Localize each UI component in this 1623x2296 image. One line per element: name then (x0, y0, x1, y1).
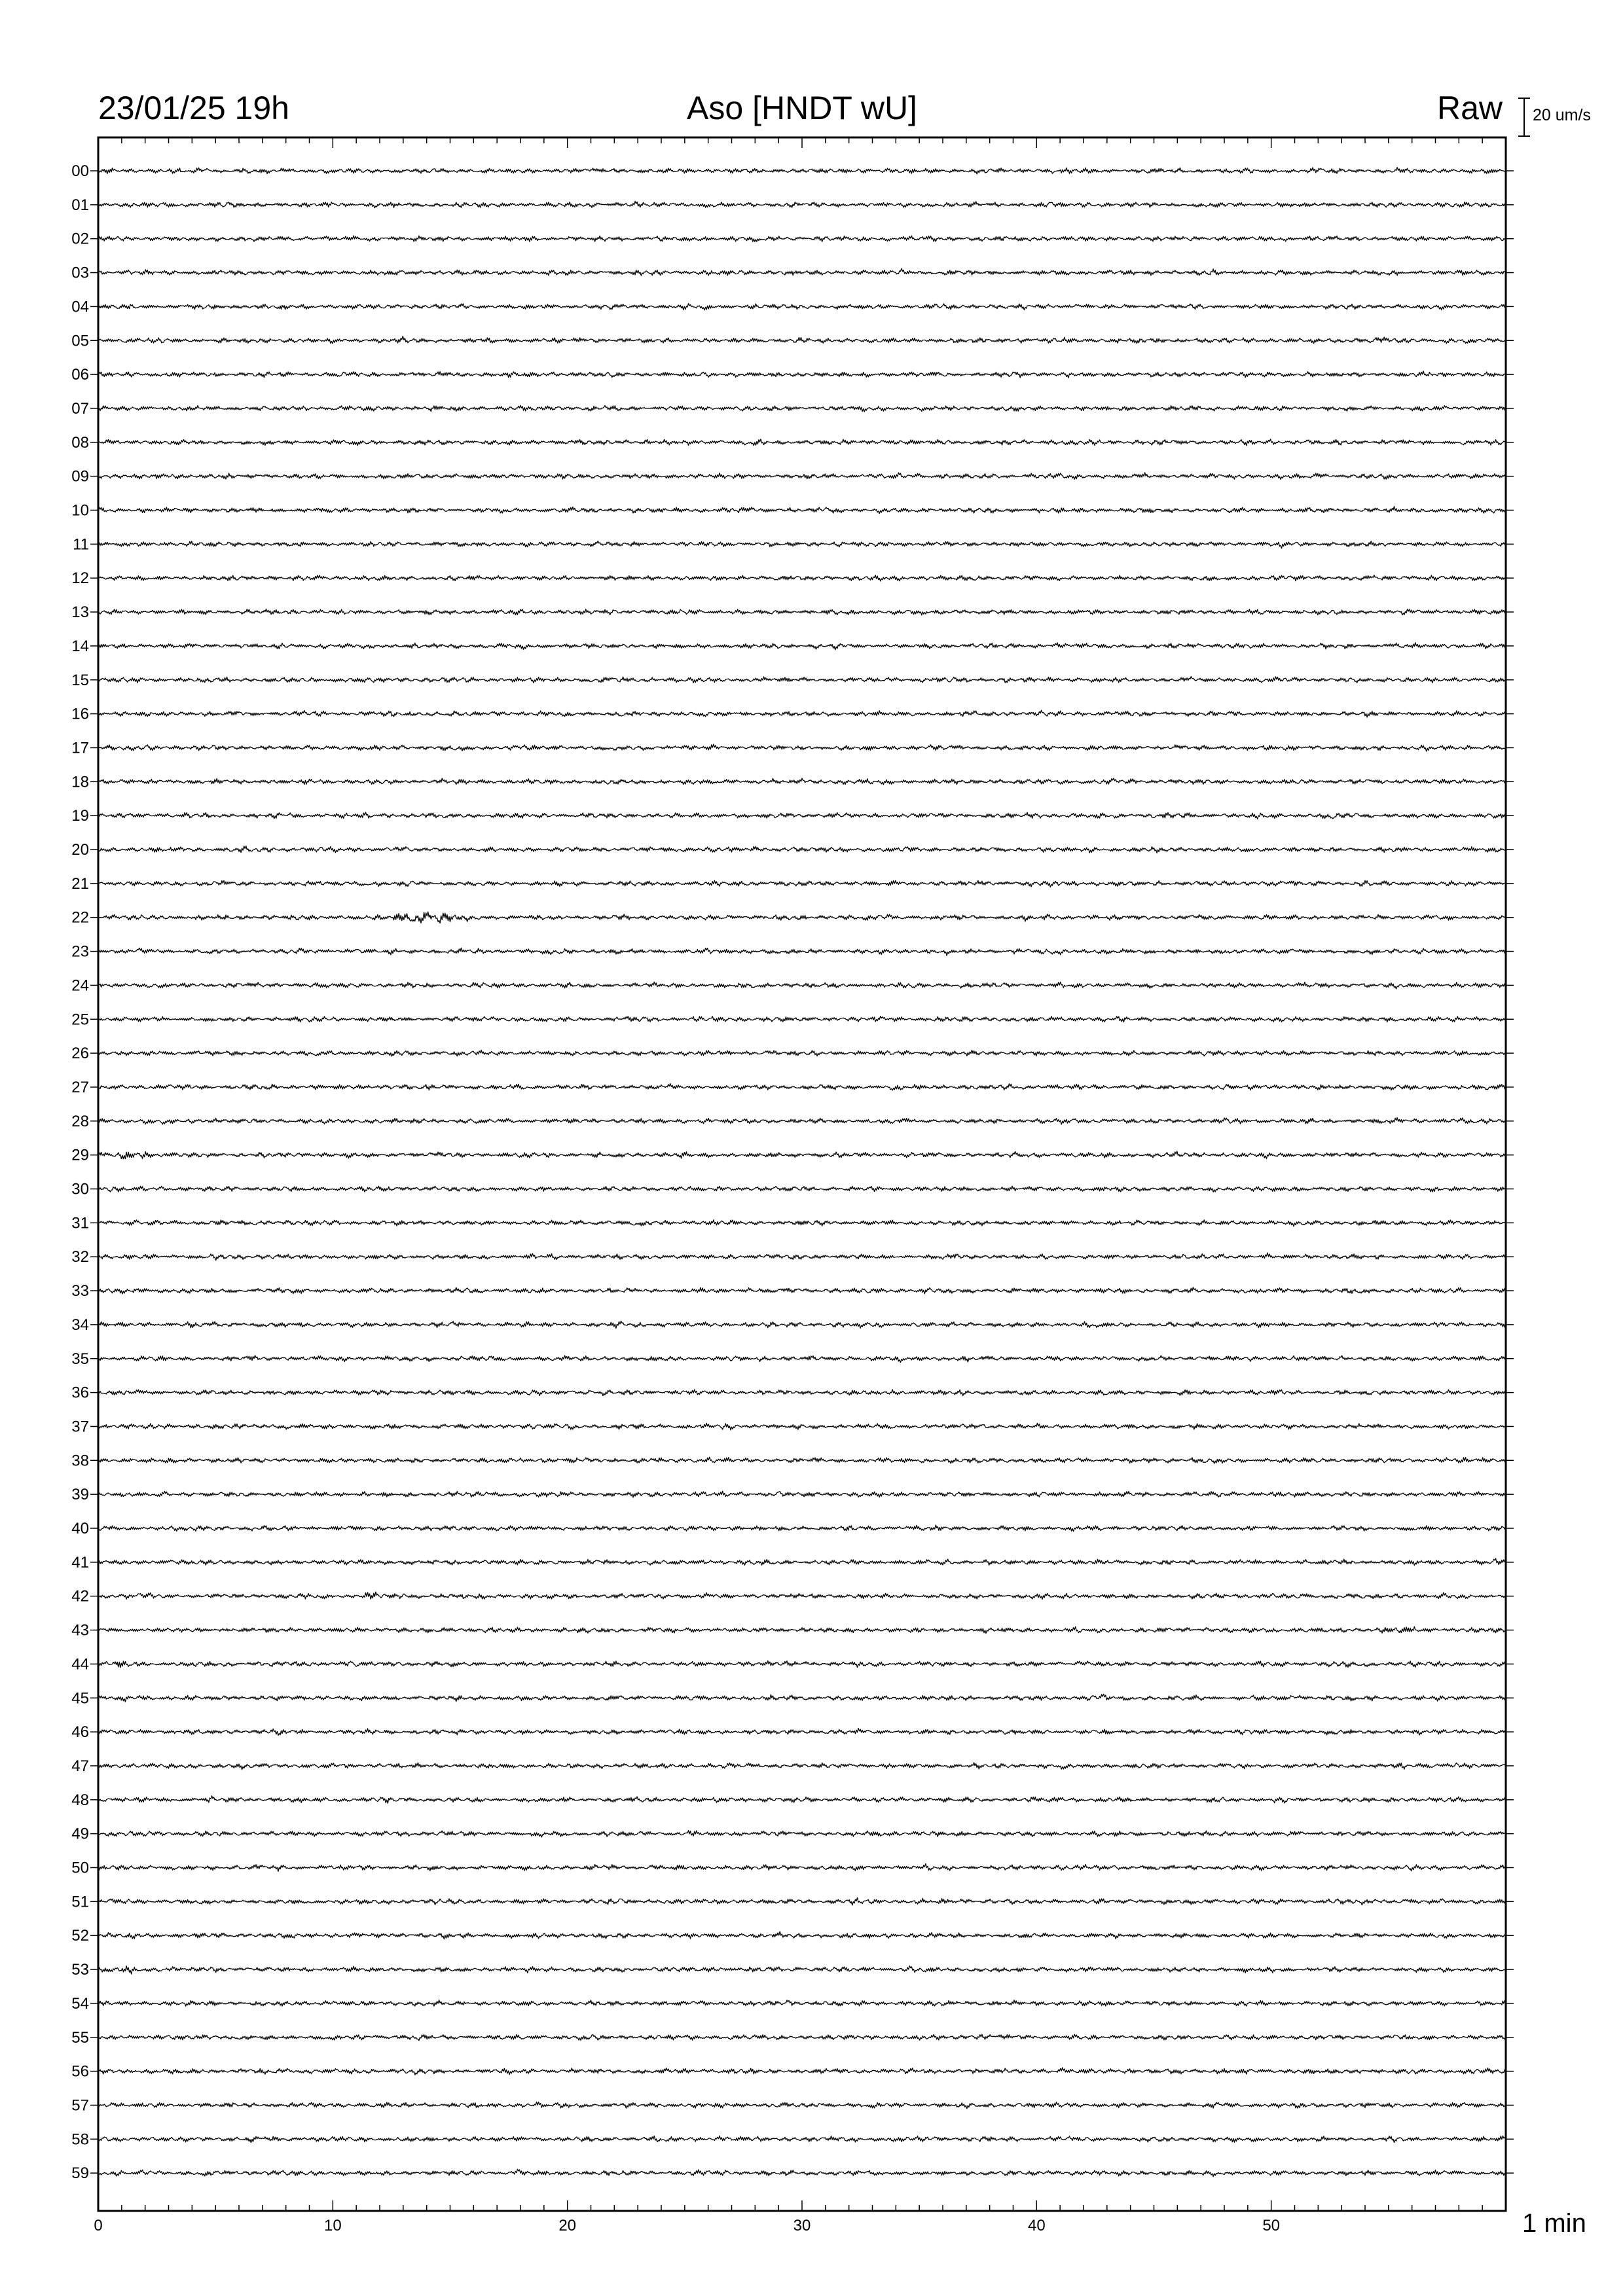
trace-line (98, 1355, 1506, 1363)
trace-line (98, 778, 1506, 785)
trace-line (98, 1253, 1506, 1261)
row-label: 03 (71, 264, 89, 282)
trace-line (98, 268, 1506, 276)
row-label: 15 (71, 671, 89, 689)
trace-line (98, 2068, 1506, 2075)
row-label: 32 (71, 1248, 89, 1266)
trace-line (98, 575, 1506, 581)
trace-line (98, 405, 1506, 412)
row-label: 12 (71, 569, 89, 588)
trace-line (98, 1186, 1506, 1192)
row-label: 37 (71, 1418, 89, 1436)
trace-line (98, 1321, 1506, 1328)
row-label: 22 (71, 908, 89, 927)
x-tick-label: 30 (793, 2217, 811, 2234)
row-label: 34 (71, 1316, 89, 1334)
row-label: 41 (71, 1553, 89, 1571)
x-axis (94, 2217, 1280, 2234)
row-label: 18 (71, 773, 89, 791)
trace-line (98, 880, 1506, 887)
row-label: 26 (71, 1045, 89, 1063)
row-label: 54 (71, 1994, 89, 2013)
row-label: 56 (71, 2062, 89, 2081)
row-label: 20 (71, 841, 89, 859)
row-label: 11 (73, 535, 89, 554)
trace-line (98, 1694, 1506, 1702)
x-tick-label: 40 (1027, 2217, 1046, 2234)
trace-line (98, 2000, 1506, 2006)
trace-line (98, 168, 1506, 174)
trace-line (98, 1390, 1506, 1396)
trace-line (98, 1966, 1506, 1975)
row-label: 49 (71, 1825, 89, 1843)
row-label: 14 (71, 637, 89, 655)
amplitude-scale-label: 20 um/s (1533, 106, 1591, 124)
trace-line (98, 1118, 1506, 1125)
trace-line (98, 1220, 1506, 1227)
row-label: 28 (71, 1112, 89, 1130)
trace-line (98, 1423, 1506, 1429)
row-label: 33 (71, 1282, 89, 1300)
amplitude-scale-bar (1518, 98, 1530, 136)
row-label: 47 (71, 1757, 89, 1775)
trace-line (98, 912, 1506, 923)
row-label: 46 (71, 1723, 89, 1742)
trace-line (98, 507, 1506, 514)
row-label: 17 (71, 739, 89, 757)
row-label: 51 (71, 1893, 89, 1911)
row-label: 36 (71, 1384, 89, 1402)
trace-line (98, 1558, 1506, 1566)
row-label: 43 (71, 1621, 89, 1640)
row-label: 58 (71, 2130, 89, 2149)
row-label: 19 (71, 807, 89, 825)
row-label: 31 (71, 1214, 89, 1232)
trace-line (98, 371, 1506, 378)
row-label: 21 (71, 874, 89, 893)
row-label: 50 (71, 1859, 89, 1877)
trace-line (98, 1796, 1506, 1803)
row-label: 13 (71, 603, 89, 622)
trace-line (98, 812, 1506, 819)
row-label: 10 (71, 501, 89, 520)
trace-line (98, 304, 1506, 310)
trace-line (98, 948, 1506, 956)
trace-line (98, 1050, 1506, 1056)
trace-line (98, 1457, 1506, 1463)
trace-line (98, 2169, 1506, 2176)
trace-line (98, 1592, 1506, 1599)
row-label: 48 (71, 1791, 89, 1809)
trace-line (98, 846, 1506, 853)
trace-line (98, 609, 1506, 615)
station-title: Aso [HNDT wU] (687, 90, 917, 126)
row-label: 53 (71, 1961, 89, 1979)
trace-line (98, 541, 1506, 548)
trace-line (98, 2136, 1506, 2142)
trace-line (98, 1931, 1506, 1939)
row-label: 25 (71, 1011, 89, 1029)
trace-line (98, 744, 1506, 751)
row-label: 04 (71, 298, 89, 316)
trace-line (98, 1491, 1506, 1498)
trace-line (98, 439, 1506, 446)
row-label: 52 (71, 1927, 89, 1945)
x-tick-label: 50 (1262, 2217, 1281, 2234)
trace-line (98, 1084, 1506, 1090)
trace-line (98, 677, 1506, 683)
row-label: 38 (71, 1452, 89, 1470)
x-tick-label: 10 (323, 2217, 342, 2234)
trace-line (98, 1626, 1506, 1633)
trace-line (98, 473, 1506, 479)
trace-line (98, 1831, 1506, 1837)
row-label: 57 (71, 2096, 89, 2115)
x-tick-label: 20 (558, 2217, 577, 2234)
row-label: 29 (71, 1146, 89, 1164)
row-label: 59 (71, 2164, 89, 2183)
row-label: 39 (71, 1486, 89, 1504)
row-label: 00 (71, 162, 89, 180)
x-tick-label: 0 (94, 2217, 103, 2234)
trace-line (98, 643, 1506, 650)
row-label: 01 (71, 196, 89, 214)
trace-line (98, 1763, 1506, 1770)
trace-line (98, 1016, 1506, 1022)
frame-ticks (98, 137, 1506, 2211)
trace-line (98, 1525, 1506, 1532)
row-label: 27 (71, 1078, 89, 1096)
mode-label: Raw (1436, 90, 1503, 126)
row-label: 30 (71, 1180, 89, 1198)
row-label: 02 (71, 230, 89, 248)
row-label: 16 (71, 705, 89, 723)
trace-line (98, 1898, 1506, 1905)
trace-line (98, 2102, 1506, 2109)
row-label: 40 (71, 1520, 89, 1537)
row-label-group (71, 162, 89, 2182)
trace-group (90, 168, 1514, 2177)
row-label: 55 (71, 2028, 89, 2047)
trace-line (98, 202, 1506, 208)
row-label: 44 (71, 1655, 89, 1674)
row-label: 06 (71, 366, 89, 384)
trace-line (98, 336, 1506, 344)
plot-frame (98, 137, 1506, 2211)
trace-line (98, 710, 1506, 717)
row-label: 07 (71, 399, 89, 418)
row-label: 35 (71, 1350, 89, 1368)
trace-line (98, 2034, 1506, 2041)
row-label: 45 (71, 1689, 89, 1708)
row-label: 09 (71, 467, 89, 486)
trace-line (98, 1151, 1506, 1159)
row-label: 23 (71, 942, 89, 961)
trace-line (98, 1864, 1506, 1872)
datetime-label: 23/01/25 19h (98, 90, 289, 126)
x-unit-label: 1 min (1522, 2209, 1586, 2238)
row-label: 24 (71, 977, 89, 995)
trace-line (98, 982, 1506, 989)
trace-line (98, 1729, 1506, 1736)
row-label: 05 (71, 332, 89, 350)
row-label: 08 (71, 433, 89, 452)
row-label: 42 (71, 1587, 89, 1605)
trace-line (98, 1660, 1506, 1668)
trace-line (98, 1287, 1506, 1294)
trace-line (98, 236, 1506, 242)
